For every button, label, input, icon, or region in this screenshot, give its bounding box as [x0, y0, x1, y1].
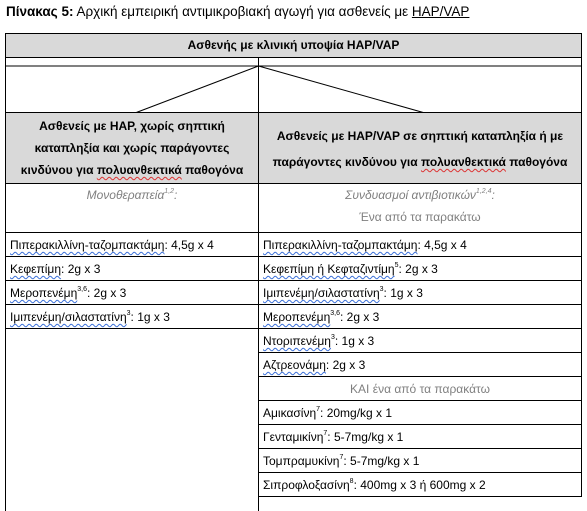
drug-entry	[10, 238, 214, 252]
drug-entry	[10, 286, 126, 300]
left-drug-row	[5, 256, 259, 281]
drug-dose: : 4,5g x 4	[164, 238, 214, 252]
footnote-ref: 3	[126, 310, 131, 317]
right-drug-row	[258, 304, 582, 329]
right-drug-row	[258, 280, 582, 305]
drug-entry	[263, 430, 403, 444]
left-drug-row	[5, 232, 259, 257]
right-drug-row	[258, 424, 582, 449]
drug-dose: : 2g x 3	[61, 262, 101, 276]
drug-dose: : 5-7mg/kg x 1	[327, 430, 404, 444]
right-drug-row	[258, 328, 582, 353]
left-header-line3: κινδύνου για πολυανθεκτικά παθογόνα	[20, 163, 244, 177]
left-header-line1: Ασθενείς με HAP, χωρίς σηπτική	[39, 119, 225, 133]
drug-entry	[263, 454, 419, 468]
footnote-ref: 5	[394, 262, 399, 269]
drug-name: Ιμιπενέμη/σιλαστατίνη	[10, 310, 127, 324]
drug-entry	[10, 262, 100, 276]
right-drug-row	[258, 232, 582, 257]
drug-name: Πιπερακιλλίνη-ταζομπακτάμη	[263, 238, 418, 252]
drug-dose: : 1g x 3	[334, 334, 375, 348]
caption-label: Πίνακας 5:	[6, 4, 74, 19]
caption-hap-vap: HAP/VAP	[411, 4, 470, 19]
footnote-ref: 3,6	[330, 310, 340, 317]
right-drug-row	[258, 352, 582, 377]
right-header-line1: Ασθενείς με HAP/VAP σε σηπτική καταπληξία ή με	[276, 129, 564, 143]
left-section-heading	[5, 183, 259, 233]
footnote-ref: 3	[330, 334, 335, 341]
drug-name: Μεροπενέμη	[263, 310, 331, 324]
drug-name: Ντοριπενέμη	[263, 334, 331, 348]
left-drug-row	[5, 280, 259, 305]
drug-entry	[263, 334, 374, 348]
drug-dose: : 4,5g x 4	[417, 238, 467, 252]
footnote-ref: 7	[323, 430, 328, 437]
left-section-label: Μονοθεραπεία$^{1,2}$:	[86, 188, 178, 202]
right-section-subtitle: Ένα από τα παρακάτω	[359, 210, 481, 224]
drug-dose: : 2g x 3	[339, 310, 380, 324]
right-divider-row	[258, 376, 582, 401]
drug-dose: : 400mg x 3 ή 600mg x 2	[353, 478, 486, 492]
table-main-header: Ασθενής με κλινική υποψία HAP/VAP	[5, 33, 582, 58]
drug-dose: : 2g x 3	[398, 262, 438, 276]
table-caption	[6, 4, 469, 19]
footnote-ref: 8	[349, 478, 354, 485]
drug-entry	[263, 286, 423, 300]
drug-name: Πιπερακιλλίνη-ταζομπακτάμη	[10, 238, 165, 252]
drug-name: Κεφεπίμη	[10, 262, 62, 276]
right-drug-row	[258, 256, 582, 281]
drug-name: Αμικασίνη	[263, 406, 317, 420]
footnote-ref: 3	[379, 286, 384, 293]
drug-entry	[263, 406, 392, 420]
right-section-label: Συνδυασμοί αντιβιοτικών$^{1,2,4}$:	[345, 188, 495, 202]
drug-name: Γενταμικίνη	[263, 430, 324, 444]
drug-dose: : 5-7mg/kg x 1	[343, 454, 420, 468]
drug-name: Ιμιπενέμη/σιλαστατίνη	[263, 286, 380, 300]
left-header-line2: καταπληξία και χωρίς παράγοντες	[34, 141, 230, 155]
right-drug-row	[258, 400, 582, 425]
right-drug-row	[258, 472, 582, 497]
drug-dose: : 20mg/kg x 1	[320, 406, 393, 420]
drug-name: Αζτρεονάμη	[263, 358, 326, 372]
drug-entry	[263, 358, 365, 372]
left-drug-row	[5, 304, 259, 329]
left-empty-area	[5, 328, 259, 511]
divider-label: ΚΑΙ ένα από τα παρακάτω	[350, 382, 490, 396]
drug-entry	[263, 478, 486, 492]
drug-name: Κεφεπίμη ή Κεφταζιντίμη	[263, 262, 395, 276]
drug-entry	[263, 262, 438, 276]
footnote-ref: 7	[316, 406, 321, 413]
right-drug-row	[258, 448, 582, 473]
caption-text: Αρχική εμπειρική αντιμικροβιακή αγωγή για ασθενείς με	[73, 4, 412, 19]
drug-dose: : 1g x 3	[130, 310, 170, 324]
drug-dose: : 2g x 3	[86, 286, 127, 300]
right-header-line2: παράγοντες κινδύνου για πολυανθεκτικά παθογόνα	[272, 155, 568, 169]
footnote-ref: 3,6	[77, 286, 87, 293]
right-column-header	[258, 112, 582, 184]
drug-entry	[10, 310, 170, 324]
drug-entry	[263, 238, 467, 252]
footnote-ref: 7	[339, 454, 344, 461]
drug-name: Σιπροφλοξασίνη	[263, 478, 350, 492]
drug-name: Τομπραμυκίνη	[263, 454, 340, 468]
drug-name: Μεροπενέμη	[10, 286, 78, 300]
right-section-heading	[258, 183, 582, 233]
drug-entry	[263, 310, 379, 324]
drug-dose: : 1g x 3	[383, 286, 423, 300]
left-column-header	[5, 112, 259, 184]
drug-dose: : 2g x 3	[325, 358, 366, 372]
